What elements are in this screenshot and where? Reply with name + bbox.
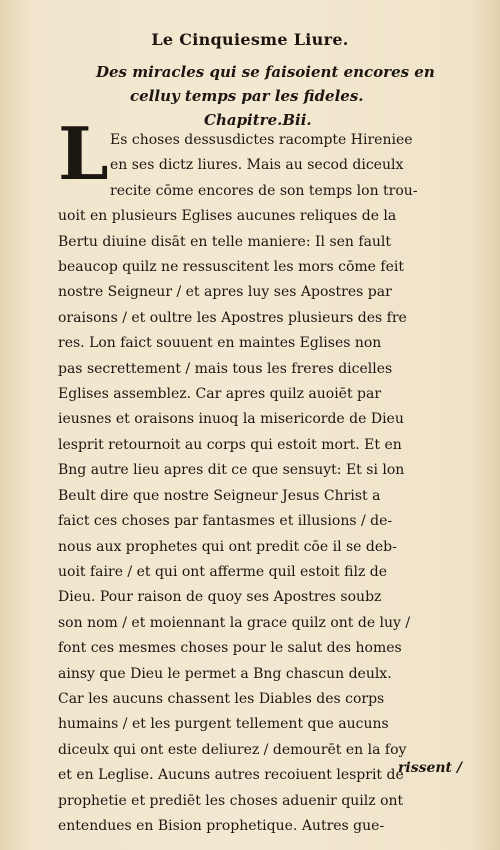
running-head: Le Cinquiesme Liure. [151,30,349,49]
catchword: rissent / [398,760,462,776]
body-line: nostre Seigneur / et apres luy ses Apostres par [58,284,392,301]
body-line: pas secrettement / mais tous les freres dicelles [58,360,393,377]
chapter-heading-line-2: celluy temps par les fideles. [130,87,364,105]
body-line: Es choses dessusdictes racompte Hireniee [110,132,413,148]
body-line: son nom / et moiennant la grace quilz ont de luy / [58,614,411,631]
body-line: font ces mesmes choses pour le salut des homes [58,640,402,657]
body-line: Bng autre lieu apres dit ce que sensuyt: Et si lon [58,462,405,479]
body-line: uoit en plusieurs Eglises aucunes reliques de la [58,208,397,225]
body-text [58,128,462,839]
body-line: et en Leglise. Aucuns autres recoiuent lesprit de [58,767,404,784]
body-line: ieusnes et oraisons inuoq la misericorde de Dieu [58,411,404,428]
body-line: nous aux prophetes qui ont predit cōe il se deb- [58,538,397,555]
body-line: res. Lon faict souuent en maintes Eglises non [58,335,382,352]
body-line: en ses dictz liures. Mais au secod diceulx [110,157,404,174]
body-line: uoit faire / et qui ont afferme quil estoit filz de [58,563,388,580]
chapter-heading [96,60,446,132]
drop-cap-initial: L [58,111,109,196]
body-line: prophetie et prediēt les choses aduenir quilz ont [58,792,404,809]
chapter-label: Chapitre.Bii. [204,111,312,129]
body-line: lesprit retournoit au corps qui estoit mort. Et en [58,436,402,453]
body-line: humains / et les purgent tellement que aucuns [58,716,389,733]
body-line: Car les aucuns chassent les Diables des corps [58,690,385,707]
chapter-heading-line-1: Des miracles qui se faisoient encores en [96,63,435,81]
body-line: entendues en Bision prophetique. Autres gue- [58,817,385,834]
body-line: Eglises assemblez. Car apres quilz auoiēt par [58,386,382,403]
body-line: Beult dire que nostre Seigneur Jesus Christ a [58,487,381,504]
body-line: Dieu. Pour raison de quoy ses Apostres soubz [58,589,382,606]
body-line: beaucop quilz ne ressuscitent les mors cōme feit [58,259,404,276]
body-line: ainsy que Dieu le permet a Bng chascun deulx. [58,665,392,682]
body-line: faict ces choses par fantasmes et illusions / de- [58,513,393,530]
body-line: oraisons / et oultre les Apostres plusieurs des fre [58,309,407,326]
body-line: recite cōme encores de son temps lon trou- [110,182,418,199]
body-line: Bertu diuine disāt en telle maniere: Il sen fault [58,233,392,250]
body-line: diceulx qui ont este deliurez / demourēt en la foy [58,741,407,758]
